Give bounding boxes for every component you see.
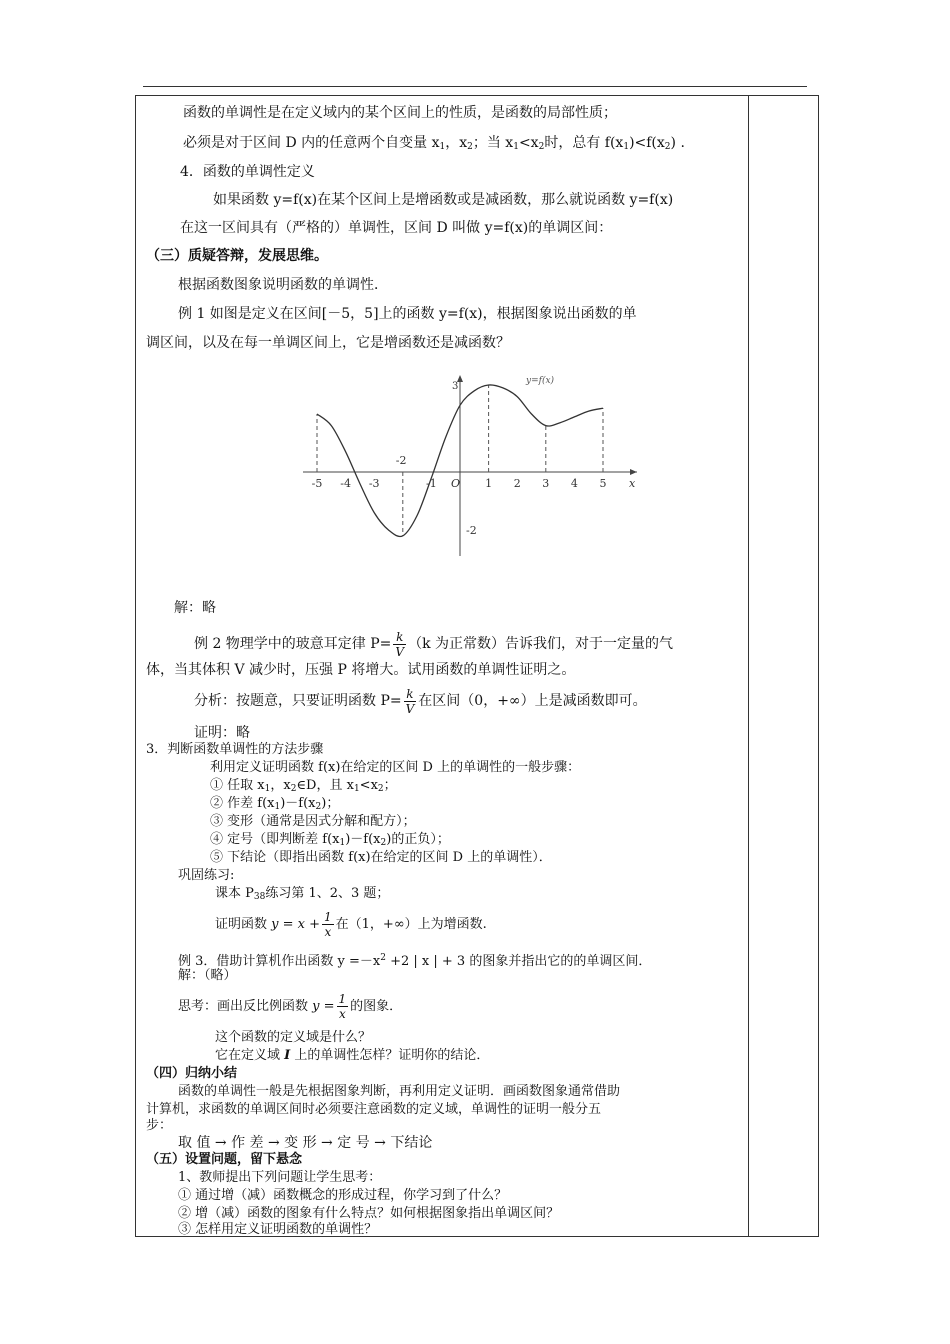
text-seg: ∈D，且 x xyxy=(296,778,354,793)
text-seg: )<f(x xyxy=(629,135,665,151)
text-seg: )的正负）； xyxy=(386,832,450,847)
section-heading: （五）设置问题，留下悬念 xyxy=(146,1152,303,1167)
text-line: 例 1 如图是定义在区间[－5，5]上的函数 y=f(x)，根据图象说出函数的单 xyxy=(178,306,637,322)
subscript: 1 xyxy=(439,142,446,152)
x-tick-label: -1 xyxy=(426,477,437,490)
fraction-k-over-v xyxy=(393,630,406,659)
text-line xyxy=(215,1048,489,1064)
x-tick-label: 5 xyxy=(599,477,607,490)
y-tick-label: -2 xyxy=(466,524,477,537)
text-line: 利用定义证明函数 f(x)在给定的区间 D 上的单调性的一般步骤： xyxy=(210,760,581,775)
step-3: ③ 变形（通常是因式分解和配方）； xyxy=(210,814,416,829)
denominator: V xyxy=(405,701,415,716)
subscript: 1 xyxy=(353,784,360,794)
subscript: 1 xyxy=(623,142,630,152)
practice-item xyxy=(215,886,389,905)
min-point-label: -2 xyxy=(395,454,407,467)
text-seg: 在区间（0，+∞）上是减函数即可。 xyxy=(418,693,647,709)
text-seg: <x xyxy=(518,135,539,151)
superscript: 2 xyxy=(380,953,386,963)
text-line: ② 增（减）函数的图象有什么特点？如何根据图象指出单调区间？ xyxy=(178,1206,560,1221)
denominator: x xyxy=(324,925,332,939)
subscript: 2 xyxy=(377,784,384,794)
y-tick-label: 3 xyxy=(452,381,459,392)
text-seg: ) . xyxy=(670,135,685,151)
text-line xyxy=(178,950,651,970)
text-line: 体，当其体积 V 减少时，压强 P 将增大。试用函数的单调性证明之。 xyxy=(146,662,576,678)
text-seg: ；当 x xyxy=(472,135,514,151)
subscript: 38 xyxy=(253,892,266,902)
text-seg: 时，总有 f(x xyxy=(544,135,624,151)
section-heading: 4．函数的单调性定义 xyxy=(180,164,315,180)
text-seg: 的图象． xyxy=(350,999,403,1014)
text-seg: +2 | x | + 3 的图象并指出它的的单调区间． xyxy=(385,954,652,969)
text-seg: ④ 定号（即判断差 f(x xyxy=(210,832,340,847)
text-line: 根据函数图象说明函数的单调性． xyxy=(178,277,388,293)
text-seg: ② 作差 f(x xyxy=(210,796,275,811)
text-line xyxy=(178,989,402,1025)
text-line: 在这一区间具有（严格的）单调性，区间 D 叫做 y=f(x)的单调区间： xyxy=(180,220,613,236)
text-line xyxy=(194,626,673,662)
text-seg: 例 2 物理学中的玻意耳定律 P= xyxy=(194,636,392,652)
text-line: 解：略 xyxy=(174,600,216,616)
subscript: 1 xyxy=(264,784,271,794)
text-line: 1、教师提出下列问题让学生思考： xyxy=(178,1170,382,1185)
function-graph xyxy=(280,372,660,557)
text-seg: <x xyxy=(359,778,378,793)
text-seg: ，x xyxy=(445,135,468,151)
text-seg: ； xyxy=(383,778,397,793)
text-seg: ，x xyxy=(270,778,291,793)
text-line: 函数的单调性一般是先根据图象判断，再利用定义证明．画函数图象通常借助 xyxy=(178,1084,621,1099)
text-seg: )－f(x xyxy=(345,832,381,847)
text-line: 如果函数 y=f(x)在某个区间上是增函数或是减函数，那么就说函数 y=f(x) xyxy=(213,192,674,208)
text-seg: 课本 P xyxy=(215,886,254,901)
text-seg: )； xyxy=(321,796,340,811)
fraction-1-over-x xyxy=(337,992,349,1021)
x-tick-label: -3 xyxy=(368,477,380,490)
section-heading: （四）归纳小结 xyxy=(146,1066,238,1081)
fraction-k-over-v xyxy=(404,687,417,716)
numerator: k xyxy=(404,687,417,702)
math-expression: y = xyxy=(312,999,335,1014)
text-line: 解：（略） xyxy=(178,968,237,983)
text-seg: 上的单调性怎样？证明你的结论． xyxy=(290,1048,490,1063)
text-seg: I xyxy=(284,1048,291,1063)
fraction-1-over-x xyxy=(322,910,334,939)
step-1 xyxy=(210,778,397,797)
text-line: 计算机，求函数的单调区间时必须要注意函数的定义域，单调性的证明一般分五 xyxy=(146,1102,602,1117)
text-seg: )－f(x xyxy=(280,796,316,811)
text-line: 这个函数的定义域是什么？ xyxy=(215,1030,372,1045)
text-line: ① 通过增（减）函数概念的形成过程，你学习到了什么？ xyxy=(178,1188,508,1203)
flow-steps: 取 值 → 作 差 → 变 形 → 定 号 → 下结论 xyxy=(178,1135,433,1151)
subscript: 1 xyxy=(274,802,281,812)
text-line: 步： xyxy=(146,1118,173,1133)
denominator: x xyxy=(338,1007,346,1021)
text-seg: 它在定义域 xyxy=(215,1048,285,1063)
text-seg: 在（1，+∞）上为增函数. xyxy=(335,917,487,932)
x-tick-label: -5 xyxy=(311,477,323,490)
subscript: 1 xyxy=(513,142,519,152)
practice-item xyxy=(215,907,487,943)
text-line: 函数的单调性是在定义域内的某个区间上的性质，是函数的局部性质； xyxy=(183,105,617,121)
column-divider xyxy=(748,96,749,1236)
text-line xyxy=(183,134,685,156)
subscript: 2 xyxy=(315,802,322,812)
step-2 xyxy=(210,796,339,815)
header-rule xyxy=(143,86,807,87)
text-line: 证明：略 xyxy=(194,725,250,741)
text-line xyxy=(194,683,647,719)
subscript: 1 xyxy=(339,838,346,848)
x-tick-label: 4 xyxy=(570,477,578,490)
section-heading: （三）质疑答辩，发展思维。 xyxy=(146,248,328,264)
subscript: 2 xyxy=(290,784,297,794)
origin-label: O xyxy=(451,477,461,490)
subscript: 2 xyxy=(380,838,387,848)
x-tick-label: 3 xyxy=(542,477,550,490)
text-seg: 分析：按题意，只要证明函数 P= xyxy=(194,693,402,709)
x-tick-label: 2 xyxy=(513,477,521,490)
section-heading: 3．判断函数单调性的方法步骤 xyxy=(146,742,324,757)
x-axis-label: x xyxy=(629,477,636,490)
text-line: ③ 怎样用定义证明函数的单调性？ xyxy=(178,1222,378,1237)
text-seg: （k 为正常数）告诉我们，对于一定量的气 xyxy=(408,636,674,652)
text-seg: 证明函数 xyxy=(215,917,268,932)
practice-heading: 巩固练习: xyxy=(178,868,235,883)
text-line: 调区间，以及在每一单调区间上，它是增函数还是减函数？ xyxy=(146,335,510,351)
numerator: 1 xyxy=(324,910,332,924)
x-axis-arrow xyxy=(630,469,637,475)
chart-layer xyxy=(303,375,637,556)
text-seg: ① 任取 x xyxy=(210,778,265,793)
text-seg: 例 3．借助计算机作出函数 y =－x xyxy=(178,954,381,969)
math-expression: y = x + xyxy=(271,917,321,932)
subscript: 2 xyxy=(538,142,545,152)
step-5: ⑤ 下结论（即指出函数 f(x)在给定的区间 D 上的单调性）． xyxy=(210,850,552,865)
x-tick-label: 1 xyxy=(485,477,493,490)
text-seg: 思考：画出反比例函数 xyxy=(178,999,309,1014)
numerator: 1 xyxy=(338,992,347,1006)
denominator: V xyxy=(395,644,405,659)
step-4 xyxy=(210,832,450,851)
curve-label: y=f(x) xyxy=(526,376,555,386)
subscript: 2 xyxy=(467,142,473,152)
numerator: k xyxy=(393,630,406,645)
text-seg: 练习第 1、2、3 题； xyxy=(265,886,390,901)
x-tick-label: -4 xyxy=(340,477,351,490)
text-seg: 必须是对于区间 D 内的任意两个自变量 x xyxy=(183,135,440,151)
subscript: 2 xyxy=(664,142,671,152)
